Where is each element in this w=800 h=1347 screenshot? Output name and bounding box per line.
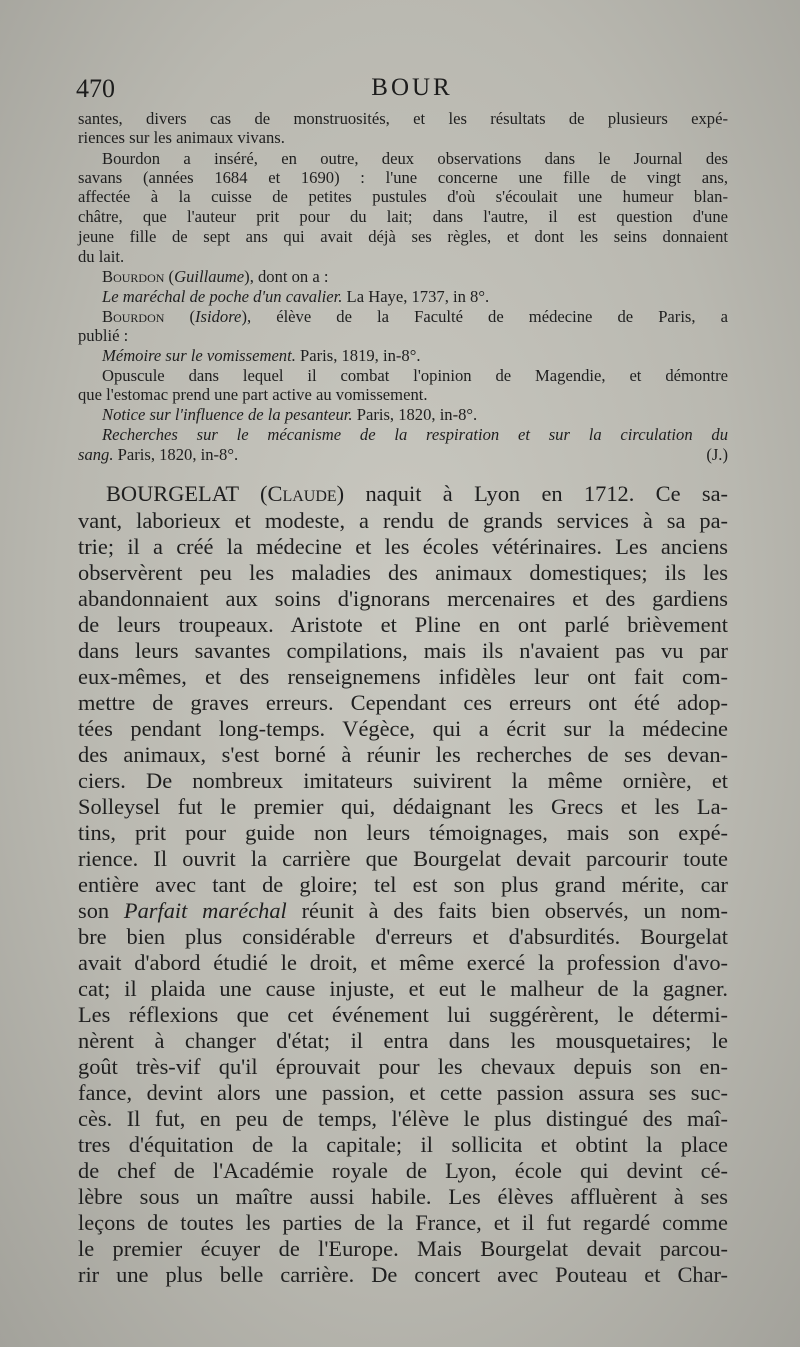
entry-isidore: Bourdon (Isidore), élève de la Faculté de médecine de Paris, a — [102, 307, 728, 326]
entry-first-name: Isidore — [195, 307, 242, 326]
work-isidore-2: Notice sur l'influence de la pesanteur. Paris, 1820, in-8°. — [102, 405, 478, 424]
text-line: publié : — [78, 326, 129, 345]
text-line: rience. Il ouvrit la carrière que Bourgelat devait parcourir toute — [78, 846, 728, 871]
headword-first-name: Claude — [267, 481, 337, 506]
text-line: tées pendant long-temps. Végèce, qui a écrit sur la médecine — [78, 716, 728, 741]
text-line: ciers. De nombreux imitateurs suivirent la même ornière, et — [78, 768, 728, 793]
text-line: abandonnaient aux soins d'ignorans mercenaires et des gardiens — [78, 586, 728, 611]
text-line: dans leurs savantes compilations, mais ils n'avaient pas vu par — [78, 638, 728, 663]
work-isidore-3-cont: sang. Paris, 1820, in-8°. (J.) — [78, 445, 728, 464]
running-title: BOUR — [371, 74, 453, 101]
text-line: savans (années 1684 et 1690) : l'une concerne une fille de vingt ans, — [78, 168, 728, 187]
text-line: Solleysel fut le premier qui, dédaignant les Grecs et les La- — [78, 794, 728, 819]
text-line: santes, divers cas de monstruosités, et les résultats de plusieurs expé- — [78, 109, 728, 128]
page-header — [72, 74, 752, 110]
text-line: goût très-vif qu'il éprouvait pour les chevaux depuis son en- — [78, 1054, 728, 1079]
entry-guillaume: Bourdon (Guillaume), dont on a : — [102, 267, 329, 286]
text-line: de chef de l'Académie royale de Lyon, école qui devint cé- — [78, 1158, 728, 1183]
work-title: Le maréchal de poche d'un cavalier. — [102, 287, 343, 306]
text-line: rir une plus belle carrière. De concert avec Pouteau et Char- — [78, 1262, 728, 1287]
text-line: des animaux, s'est borné à réunir les recherches de ses devan- — [78, 742, 728, 767]
entry-name: Bourdon — [102, 307, 165, 326]
text-line: leçons de toutes les parties de la France, et il fut regardé comme — [78, 1210, 728, 1235]
headword: BOURGELAT — [106, 481, 239, 506]
text-line: observèrent peu les maladies des animaux domestiques; ils les — [78, 560, 728, 585]
text-line: fance, devint alors une passion, et cette passion assura ses suc- — [78, 1080, 728, 1105]
text-line: le premier écuyer de l'Europe. Mais Bourgelat devait parcou- — [78, 1236, 728, 1261]
work-title: Notice sur l'influence de la pesanteur. — [102, 405, 353, 424]
book-title: Parfait maréchal — [123, 898, 287, 923]
work-isidore-3: Recherches sur le mécanisme de la respiration et sur la circulation du — [102, 425, 728, 444]
text-line: tins, prit pour guide non leurs témoignages, mais son expé- — [78, 820, 728, 845]
text-line: lèbre sous un maître aussi habile. Les élèves affluèrent à ses — [78, 1184, 728, 1209]
text-line: châtre, que l'auteur prit pour du lait; dans l'autre, il est question d'une — [78, 207, 728, 226]
text-line: trie; il a créé la médecine et les écoles vétérinaires. Les anciens — [78, 534, 728, 559]
work-guillaume: Le maréchal de poche d'un cavalier. La Haye, 1737, in 8°. — [102, 287, 490, 306]
text-line: Bourdon a inséré, en outre, deux observations dans le Journal des — [102, 149, 728, 168]
page-number: 470 — [76, 74, 115, 103]
text-line: de leurs troupeaux. Aristote et Pline en ont parlé brièvement — [78, 612, 728, 637]
text-line: entière avec tant de gloire; tel est son plus grand mérite, car — [78, 872, 728, 897]
text-line: affectée à la cuisse de petites pustules d'où s'écoulait une humeur blan- — [78, 187, 728, 206]
work-isidore-1: Mémoire sur le vomissement. Paris, 1819, in-8°. — [102, 346, 421, 365]
text-line: riences sur les animaux vivans. — [78, 128, 285, 147]
text-line: Opuscule dans lequel il combat l'opinion de Magendie, et démontre — [102, 366, 728, 385]
text-line: Les réflexions que cet événement lui suggérèrent, le détermi- — [78, 1002, 728, 1027]
work-title: Mémoire sur le vomissement. — [102, 346, 296, 365]
text-line: bre bien plus considérable d'erreurs et d'absurdités. Bourgelat — [78, 924, 728, 949]
article-bourgelat-head: BOURGELAT (Claude) naquit à Lyon en 1712. Ce sa- — [106, 481, 728, 506]
text-line: mettre de graves erreurs. Cependant ces erreurs ont été adop- — [78, 690, 728, 715]
text-line: que l'estomac prend une part active au vomissement. — [78, 385, 428, 404]
text-line: vant, laborieux et modeste, a rendu de grands services à sa pa- — [78, 508, 728, 533]
entry-first-name: Guillaume — [174, 267, 245, 286]
text-line-parfait: son Parfait maréchal réunit à des faits bien observés, un nom- — [78, 898, 728, 923]
text-line: avait d'abord étudié le droit, et même exercé la profession d'avo- — [78, 950, 728, 975]
text-line: cès. Il fut, en peu de temps, l'élève le plus distingué des maî- — [78, 1106, 728, 1131]
text-line: jeune fille de sept ans qui avait déjà ses règles, et dont les seins donnaient — [78, 227, 728, 246]
text-line: du lait. — [78, 247, 125, 266]
text-line: eux-mêmes, et des renseignemens infidèles leur ont fait com- — [78, 664, 728, 689]
author-signature: (J.) — [706, 445, 728, 464]
text-line: nèrent à changer d'état; il entra dans les mousquetaires; le — [78, 1028, 728, 1053]
text-line: cat; il plaida une cause injuste, et eut le malheur de la gagner. — [78, 976, 728, 1001]
entry-name: Bourdon — [102, 267, 165, 286]
text-line: tres d'équitation de la capitale; il sollicita et obtint la place — [78, 1132, 728, 1157]
